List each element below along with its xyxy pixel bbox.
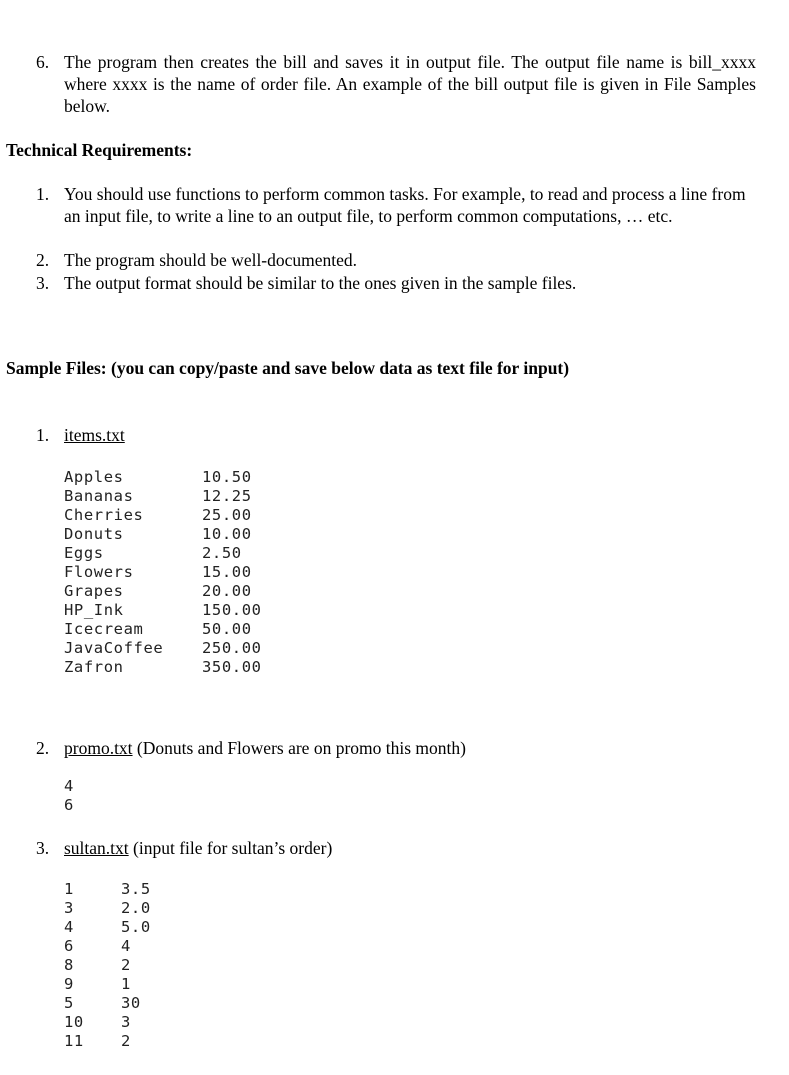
promo-file-number: 2. bbox=[36, 738, 50, 758]
order-item: 6 bbox=[64, 937, 74, 955]
item-price: 2.50 bbox=[202, 544, 242, 562]
item-name: Donuts bbox=[64, 525, 124, 543]
tech-item-3-number: 3. bbox=[36, 273, 50, 293]
order-item: 8 bbox=[64, 956, 74, 974]
technical-requirements-heading: Technical Requirements: bbox=[6, 140, 193, 160]
sultan-file-link[interactable]: sultan.txt bbox=[64, 838, 129, 858]
order-qty: 5.0 bbox=[121, 918, 151, 936]
order-row bbox=[64, 918, 151, 937]
item-name: Bananas bbox=[64, 487, 134, 505]
tech-item-2-number: 2. bbox=[36, 250, 50, 270]
order-qty: 3 bbox=[121, 1013, 131, 1031]
order-row bbox=[64, 975, 151, 994]
sultan-file-title bbox=[64, 837, 332, 859]
items-row bbox=[64, 487, 262, 506]
items-row bbox=[64, 620, 262, 639]
promo-file-content bbox=[64, 777, 74, 815]
tech-item-1-text: You should use functions to perform common tasks. For example, to read and process a line from an input file, to write a line to an output file, to perform common computations, … etc. bbox=[64, 184, 746, 226]
step-6-text: The program then creates the bill and saves it in output file. The output file name is bill_xxxx where xxxx is the name of order file. An example of the bill output file is given in File Samples below. bbox=[64, 52, 756, 116]
sultan-file-content bbox=[64, 880, 151, 1051]
item-price: 20.00 bbox=[202, 582, 252, 600]
order-item: 10 bbox=[64, 1013, 84, 1031]
order-row bbox=[64, 880, 151, 899]
item-name: Icecream bbox=[64, 620, 144, 638]
item-name: Apples bbox=[64, 468, 124, 486]
items-row bbox=[64, 639, 262, 658]
order-item: 9 bbox=[64, 975, 74, 993]
promo-file-link[interactable]: promo.txt bbox=[64, 738, 133, 758]
items-row bbox=[64, 601, 262, 620]
items-row bbox=[64, 563, 262, 582]
items-row bbox=[64, 506, 262, 525]
promo-file-note: (Donuts and Flowers are on promo this month) bbox=[132, 738, 466, 758]
items-file-content bbox=[64, 468, 262, 677]
item-price: 25.00 bbox=[202, 506, 252, 524]
items-row bbox=[64, 525, 262, 544]
promo-row: 4 bbox=[64, 777, 74, 795]
items-row bbox=[64, 658, 262, 677]
item-name: Eggs bbox=[64, 544, 104, 562]
order-qty: 1 bbox=[121, 975, 131, 993]
order-row bbox=[64, 899, 151, 918]
order-row bbox=[64, 1013, 151, 1032]
items-row bbox=[64, 468, 262, 487]
items-file-link[interactable]: items.txt bbox=[64, 425, 125, 445]
items-row bbox=[64, 582, 262, 601]
step-6-number: 6. bbox=[36, 52, 50, 72]
promo-file-title bbox=[64, 737, 466, 759]
item-price: 50.00 bbox=[202, 620, 252, 638]
promo-row: 6 bbox=[64, 796, 74, 814]
items-row bbox=[64, 544, 262, 563]
item-price: 12.25 bbox=[202, 487, 252, 505]
order-qty: 2 bbox=[121, 1032, 131, 1050]
item-name: Cherries bbox=[64, 506, 144, 524]
item-price: 350.00 bbox=[202, 658, 262, 676]
tech-item-2-text: The program should be well-documented. bbox=[64, 250, 358, 270]
order-qty: 4 bbox=[121, 937, 131, 955]
item-name: Flowers bbox=[64, 563, 134, 581]
item-price: 15.00 bbox=[202, 563, 252, 581]
items-file-name bbox=[64, 424, 125, 446]
item-price: 250.00 bbox=[202, 639, 262, 657]
order-item: 1 bbox=[64, 880, 74, 898]
item-name: Grapes bbox=[64, 582, 124, 600]
order-qty: 30 bbox=[121, 994, 141, 1012]
tech-item-1-number: 1. bbox=[36, 184, 50, 204]
sultan-file-number: 3. bbox=[36, 838, 50, 858]
item-price: 150.00 bbox=[202, 601, 262, 619]
item-price: 10.50 bbox=[202, 468, 252, 486]
item-name: Zafron bbox=[64, 658, 124, 676]
item-name: JavaCoffee bbox=[64, 639, 164, 657]
order-item: 4 bbox=[64, 918, 74, 936]
order-qty: 2 bbox=[121, 956, 131, 974]
order-row bbox=[64, 937, 151, 956]
order-row bbox=[64, 956, 151, 975]
sample-files-heading: Sample Files: (you can copy/paste and save below data as text file for input) bbox=[6, 358, 570, 378]
order-item: 11 bbox=[64, 1032, 84, 1050]
item-name: HP_Ink bbox=[64, 601, 124, 619]
items-file-number: 1. bbox=[36, 425, 50, 445]
tech-item-3-text: The output format should be similar to the ones given in the sample files. bbox=[64, 273, 577, 293]
order-item: 3 bbox=[64, 899, 74, 917]
order-row bbox=[64, 1032, 151, 1051]
sultan-file-note: (input file for sultan’s order) bbox=[128, 838, 333, 858]
order-row bbox=[64, 994, 151, 1013]
order-item: 5 bbox=[64, 994, 74, 1012]
order-qty: 2.0 bbox=[121, 899, 151, 917]
item-price: 10.00 bbox=[202, 525, 252, 543]
order-qty: 3.5 bbox=[121, 880, 151, 898]
